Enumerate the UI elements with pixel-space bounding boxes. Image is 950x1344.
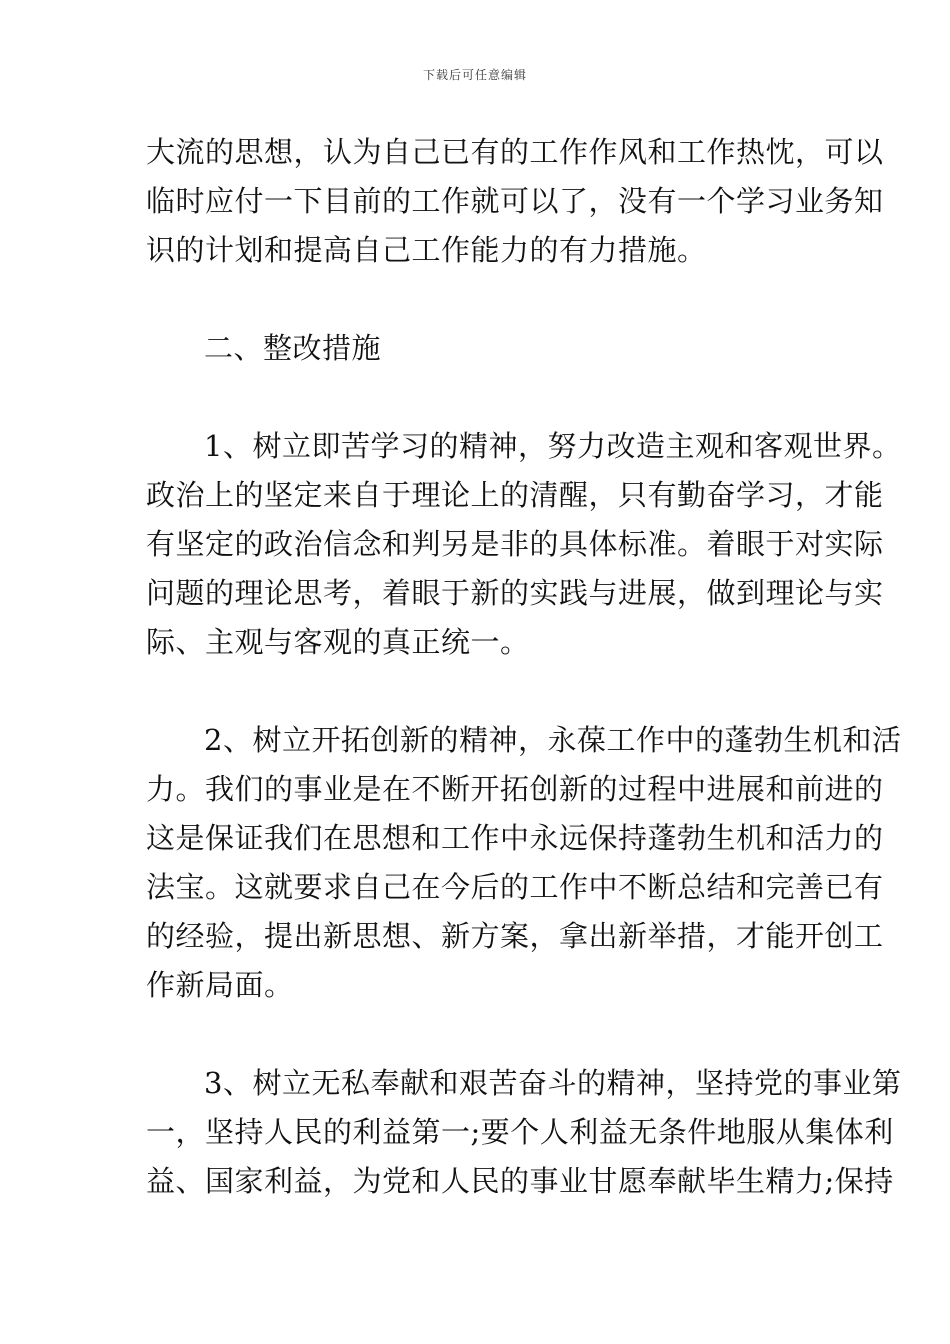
text-line: 作新局面。 [146,968,294,1002]
paragraph-continued [146,128,884,275]
text-line: 益、国家利益，为党和人民的事业甘愿奉献毕生精力;保持 [146,1164,894,1198]
text-line: 识的计划和提高自己工作能力的有力措施。 [146,233,707,267]
text-line: 法宝。这就要求自己在今后的工作中不断总结和完善已有 [146,870,884,904]
document-body [146,128,902,1206]
text-line: 力。我们的事业是在不断开拓创新的过程中进展和前进的 [146,772,884,806]
text-line: 临时应付一下目前的工作就可以了，没有一个学习业务知 [146,184,884,218]
paragraph-measure-1 [146,422,902,667]
text-line: 大流的思想，认为自己已有的工作作风和工作热忱，可以 [146,135,884,169]
text-line: 3、树立无私奉献和艰苦奋斗的精神，坚持党的事业第 [204,1066,902,1100]
text-line: 问题的理论思考，着眼于新的实践与进展，做到理论与实 [146,576,884,610]
page-header: 下载后可任意编辑 [422,68,527,82]
text-line: 有坚定的政治信念和判另是非的具体标准。着眼于对实际 [146,527,884,561]
paragraph-spacer [146,373,810,422]
section-heading: 二、整改措施 [204,331,382,365]
text-line: 1、树立即苦学习的精神，努力改造主观和客观世界。 [204,429,902,463]
text-line: 这是保证我们在思想和工作中永远保持蓬勃生机和活力的 [146,821,884,855]
paragraph-spacer [146,667,810,716]
paragraph-measure-2 [146,716,902,1010]
text-line: 一，坚持人民的利益第一;要个人利益无条件地服从集体利 [146,1115,894,1149]
paragraph-measure-3 [146,1059,902,1206]
paragraph-spacer [146,275,810,324]
paragraph-spacer [146,1010,810,1059]
text-line: 际、主观与客观的真正统一。 [146,625,530,659]
text-line: 的经验，提出新思想、新方案，拿出新举措，才能开创工 [146,919,884,953]
text-line: 政治上的坚定来自于理论上的清醒，只有勤奋学习，才能 [146,478,884,512]
text-line: 2、树立开拓创新的精神，永葆工作中的蓬勃生机和活 [204,723,902,757]
